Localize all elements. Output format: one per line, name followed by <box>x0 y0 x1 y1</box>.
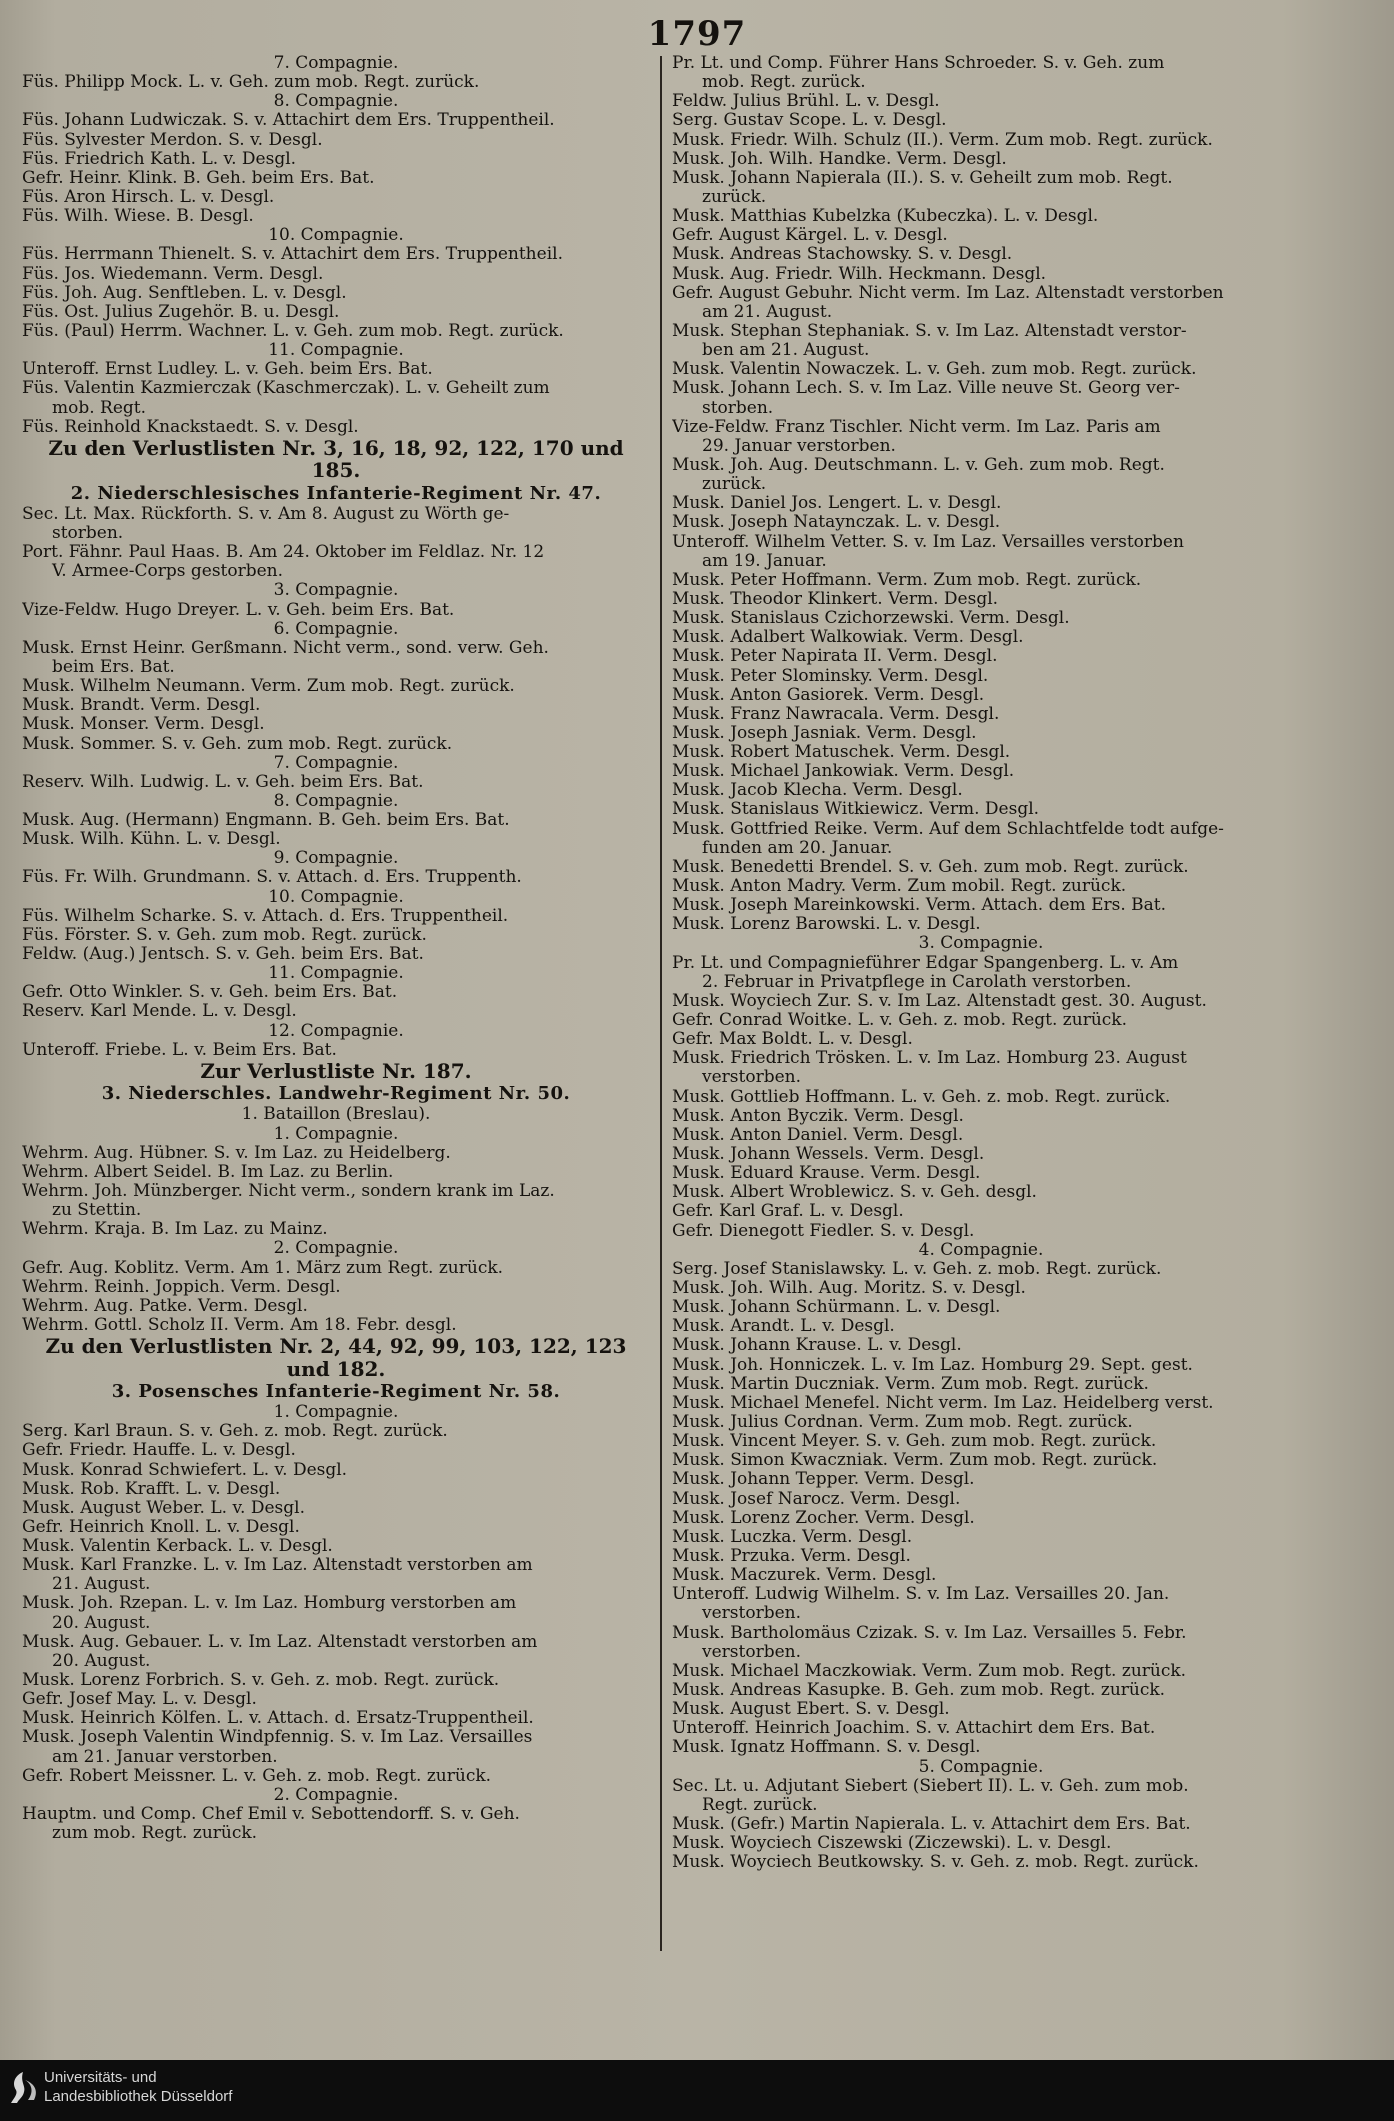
list-entry: Gefr. Conrad Woitke. L. v. Geh. z. mob. Regt. zurück. <box>672 1011 1128 1031</box>
company-heading: 8. Compagnie. <box>273 791 399 811</box>
list-entry: Füs. Aron Hirsch. L. v. Desgl. <box>22 187 275 207</box>
list-entry: Musk. Rob. Krafft. L. v. Desgl. <box>22 1479 281 1499</box>
list-entry: Musk. Peter Slominsky. Verm. Desgl. <box>672 666 989 686</box>
list-entry: Serg. Gustav Scope. L. v. Desgl. <box>672 111 947 131</box>
list-entry: Musk. Johann Lech. S. v. Im Laz. Ville neuve St. Georg ver- <box>672 379 1180 399</box>
list-entry: Gefr. August Kärgel. L. v. Desgl. <box>672 226 948 246</box>
list-entry: Unteroff. Heinrich Joachim. S. v. Attachirt dem Ers. Bat. <box>672 1719 1156 1739</box>
list-entry: Musk. Joh. Wilh. Aug. Moritz. S. v. Desgl. <box>672 1279 1026 1298</box>
list-entry-continuation: storben. <box>702 398 774 418</box>
list-entry: Unteroff. Wilhelm Vetter. S. v. Im Laz. Versailles verstorben <box>672 532 1184 552</box>
list-entry: Musk. Woyciech Ciszewski (Ziczewski). L. v. Desgl. <box>672 1834 1112 1854</box>
list-entry: Gefr. Max Boldt. L. v. Desgl. <box>672 1030 913 1050</box>
list-entry: Musk. Stephan Stephaniak. S. v. Im Laz. Altenstadt verstor- <box>672 321 1187 341</box>
list-entry: Musk. Simon Kwaczniak. Verm. Zum mob. Regt. zurück. <box>672 1451 1158 1471</box>
list-entry: Musk. Joh. Honniczek. L. v. Im Laz. Homburg 29. Sept. gest. <box>672 1355 1193 1375</box>
footer-line-1: Universitäts- und <box>44 2069 157 2086</box>
list-entry: Musk. Johann Schürmann. L. v. Desgl. <box>672 1298 1001 1318</box>
list-entry: Wehrm. Albert Seidel. B. Im Laz. zu Berlin. <box>22 1162 394 1182</box>
list-entry: Musk. Martin Duczniak. Verm. Zum mob. Regt. zurück. <box>672 1374 1149 1394</box>
list-entry: Musk. Monser. Verm. Desgl. <box>22 715 265 735</box>
list-entry: Musk. Woyciech Zur. S. v. Im Laz. Altenstadt gest. 30. August. <box>672 991 1207 1011</box>
section-heading: Zu den Verlustlisten Nr. 3, 16, 18, 92, 122, 170 und 185. <box>48 436 624 482</box>
list-entry: Musk. Anton Madry. Verm. Zum mobil. Regt. zurück. <box>672 877 1127 897</box>
footer-text <box>44 2068 232 2106</box>
list-entry: Musk. Arandt. L. v. Desgl. <box>672 1317 895 1337</box>
column-divider <box>660 56 662 1951</box>
list-entry: Musk. Friedrich Trösken. L. v. Im Laz. Homburg 23. August <box>672 1049 1187 1069</box>
list-entry: Unteroff. Friebe. L. v. Beim Ers. Bat. <box>22 1040 337 1060</box>
list-entry: Musk. Joseph Valentin Windpfennig. S. v. Im Laz. Versailles <box>22 1728 533 1748</box>
list-entry: Musk. Jacob Klecha. Verm. Desgl. <box>672 781 963 801</box>
library-footer <box>0 2060 1394 2121</box>
company-heading: 6. Compagnie. <box>273 619 399 639</box>
list-entry: Gefr. Aug. Koblitz. Verm. Am 1. März zum Regt. zurück. <box>22 1258 504 1278</box>
list-entry: Musk. Matthias Kubelzka (Kubeczka). L. v. Desgl. <box>672 207 1099 227</box>
list-entry: Hauptm. und Comp. Chef Emil v. Sebottendorff. S. v. Geh. <box>22 1805 520 1825</box>
list-entry: Gefr. Heinr. Klink. B. Geh. beim Ers. Bat. <box>22 168 375 188</box>
list-entry: Musk. Theodor Klinkert. Verm. Desgl. <box>672 589 999 609</box>
list-entry-continuation: am 19. Januar. <box>702 551 827 571</box>
list-entry: Musk. Aug. Friedr. Wilh. Heckmann. Desgl. <box>672 264 1047 284</box>
list-entry: Musk. Johann Napierala (II.). S. v. Geheilt zum mob. Regt. <box>672 168 1173 188</box>
list-entry: Musk. Michael Maczkowiak. Verm. Zum mob. Regt. zurück. <box>672 1661 1187 1681</box>
list-entry: Musk. Joseph Jasniak. Verm. Desgl. <box>672 723 977 743</box>
list-entry: Musk. Gottfried Reike. Verm. Auf dem Schlachtfelde todt aufge- <box>672 819 1224 839</box>
list-entry: Wehrm. Aug. Hübner. S. v. Im Laz. zu Heidelberg. <box>22 1143 451 1163</box>
list-entry: Musk. Johann Wessels. Verm. Desgl. <box>672 1145 985 1165</box>
list-entry: Füs. Valentin Kazmierczak (Kaschmerczak). L. v. Geheilt zum <box>22 379 550 399</box>
list-entry: Musk. Brandt. Verm. Desgl. <box>22 696 261 716</box>
list-entry-continuation: V. Armee-Corps gestorben. <box>52 562 284 582</box>
list-entry: Gefr. Otto Winkler. S. v. Geh. beim Ers. Bat. <box>22 983 398 1003</box>
list-entry: Füs. Wilhelm Scharke. S. v. Attach. d. Ers. Truppentheil. <box>22 906 509 926</box>
list-entry: Musk. Valentin Nowaczek. L. v. Geh. zum mob. Regt. zurück. <box>672 360 1197 380</box>
list-entry-continuation: funden am 20. Januar. <box>702 838 893 858</box>
list-entry: Musk. Julius Cordnan. Verm. Zum mob. Regt. zurück. <box>672 1412 1133 1432</box>
list-entry: Musk. Andreas Stachowsky. S. v. Desgl. <box>672 245 1013 265</box>
company-heading: 8. Compagnie. <box>273 92 399 112</box>
list-entry: Gefr. Josef May. L. v. Desgl. <box>22 1690 257 1710</box>
list-entry: Musk. Karl Franzke. L. v. Im Laz. Altenstadt verstorben am <box>22 1556 533 1576</box>
company-heading: 10. Compagnie. <box>268 226 404 246</box>
list-entry: Musk. Przuka. Verm. Desgl. <box>672 1546 911 1566</box>
list-entry: Musk. Josef Narocz. Verm. Desgl. <box>672 1489 961 1509</box>
list-entry: Musk. Maczurek. Verm. Desgl. <box>672 1566 937 1586</box>
company-heading: 5. Compagnie. <box>918 1757 1044 1777</box>
list-entry: Füs. Förster. S. v. Geh. zum mob. Regt. zurück. <box>22 925 427 945</box>
list-entry: Musk. Aug. (Hermann) Engmann. B. Geh. beim Ers. Bat. <box>22 811 510 831</box>
list-entry: Vize-Feldw. Franz Tischler. Nicht verm. Im Laz. Paris am <box>672 417 1161 437</box>
list-entry-continuation: am 21. Januar verstorben. <box>52 1747 278 1767</box>
right-column <box>672 54 1290 1872</box>
list-entry-continuation: mob. Regt. <box>52 398 147 418</box>
company-heading: 2. Compagnie. <box>273 1239 399 1259</box>
list-entry: Musk. Adalbert Walkowiak. Verm. Desgl. <box>672 628 1024 648</box>
list-entry: Musk. Valentin Kerback. L. v. Desgl. <box>22 1537 333 1557</box>
list-entry: Vize-Feldw. Hugo Dreyer. L. v. Geh. beim Ers. Bat. <box>22 600 455 620</box>
list-entry: Wehrm. Aug. Patke. Verm. Desgl. <box>22 1296 308 1316</box>
list-entry: Musk. Woyciech Beutkowsky. S. v. Geh. z. mob. Regt. zurück. <box>672 1853 1199 1873</box>
list-entry: Musk. Ernst Heinr. Gerßmann. Nicht verm., sond. verw. Geh. <box>22 638 549 658</box>
list-entry: Musk. Joh. Aug. Deutschmann. L. v. Geh. zum mob. Regt. <box>672 455 1165 475</box>
list-entry: Musk. Vincent Meyer. S. v. Geh. zum mob. Regt. zurück. <box>672 1432 1157 1452</box>
list-entry-continuation: ben am 21. August. <box>702 341 870 361</box>
list-entry: Musk. Andreas Kasupke. B. Geh. zum mob. Regt. zurück. <box>672 1680 1166 1700</box>
company-heading: 1. Bataillon (Breslau). <box>241 1105 431 1125</box>
page-number: 1797 <box>647 14 747 54</box>
list-entry-continuation: verstorben. <box>702 1604 802 1624</box>
list-entry: Musk. Benedetti Brendel. S. v. Geh. zum mob. Regt. zurück. <box>672 857 1189 877</box>
list-entry: Füs. Ost. Julius Zugehör. B. u. Desgl. <box>22 302 340 322</box>
list-entry-continuation: 21. August. <box>52 1575 151 1595</box>
list-entry: Füs. Herrmann Thienelt. S. v. Attachirt dem Ers. Truppentheil. <box>22 245 563 265</box>
list-entry: Gefr. August Gebuhr. Nicht verm. Im Laz. Altenstadt verstorben <box>672 283 1224 303</box>
list-entry: Wehrm. Kraja. B. Im Laz. zu Mainz. <box>22 1220 328 1240</box>
list-entry-continuation: zu Stettin. <box>52 1201 142 1221</box>
list-entry: Pr. Lt. und Compagnieführer Edgar Spangenberg. L. v. Am <box>672 953 1179 973</box>
list-entry: Musk. Eduard Krause. Verm. Desgl. <box>672 1164 981 1184</box>
regiment-heading: 2. Niederschlesisches Infanterie-Regiment Nr. 47. <box>70 482 602 504</box>
list-entry: Füs. Johann Ludwiczak. S. v. Attachirt dem Ers. Truppentheil. <box>22 111 555 131</box>
list-entry: Gefr. Dienegott Fiedler. S. v. Desgl. <box>672 1221 975 1241</box>
regiment-heading: 3. Niederschles. Landwehr-Regiment Nr. 50. <box>101 1083 571 1105</box>
list-entry: Füs. Jos. Wiedemann. Verm. Desgl. <box>22 264 324 284</box>
list-entry: Musk. Lorenz Barowski. L. v. Desgl. <box>672 915 981 935</box>
list-entry: Füs. Fr. Wilh. Grundmann. S. v. Attach. d. Ers. Truppenth. <box>22 868 522 888</box>
list-entry: Reserv. Wilh. Ludwig. L. v. Geh. beim Ers. Bat. <box>22 772 424 792</box>
list-entry: Musk. Robert Matuschek. Verm. Desgl. <box>672 743 1011 763</box>
list-entry: Füs. Friedrich Kath. L. v. Desgl. <box>22 149 297 169</box>
footer-line-2: Landesbibliothek Düsseldorf <box>44 2088 233 2105</box>
list-entry: Musk. Peter Hoffmann. Verm. Zum mob. Regt. zurück. <box>672 570 1142 590</box>
list-entry: Musk. Stanislaus Witkiewicz. Verm. Desgl. <box>672 800 1040 820</box>
list-entry-continuation: am 21. August. <box>702 302 833 322</box>
list-entry: Gefr. Friedr. Hauffe. L. v. Desgl. <box>22 1441 296 1461</box>
list-entry: Füs. Philipp Mock. L. v. Geh. zum mob. Regt. zurück. <box>22 73 480 93</box>
list-entry: Füs. Reinhold Knackstaedt. S. v. Desgl. <box>22 417 359 437</box>
list-entry: Musk. Stanislaus Czichorzewski. Verm. Desgl. <box>672 609 1070 629</box>
list-entry: Feldw. Julius Brühl. L. v. Desgl. <box>672 92 940 112</box>
list-entry: Wehrm. Joh. Münzberger. Nicht verm., sondern krank im Laz. <box>22 1181 555 1201</box>
company-heading: 9. Compagnie. <box>273 849 399 869</box>
section-heading: Zu den Verlustlisten Nr. 2, 44, 92, 99, 103, 122, 123 und 182. <box>45 1335 627 1381</box>
company-heading: 1. Compagnie. <box>273 1403 399 1423</box>
list-entry: Port. Fähnr. Paul Haas. B. Am 24. Oktober im Feldlaz. Nr. 12 <box>22 543 545 563</box>
company-heading: 7. Compagnie. <box>273 54 399 73</box>
company-heading: 7. Compagnie. <box>273 753 399 773</box>
list-entry-continuation: zurück. <box>702 187 767 207</box>
list-entry: Musk. August Ebert. S. v. Desgl. <box>672 1700 950 1720</box>
list-entry: Musk. Anton Byczik. Verm. Desgl. <box>672 1106 964 1126</box>
list-entry: Musk. Joseph Mareinkowski. Verm. Attach. dem Ers. Bat. <box>672 896 1167 916</box>
list-entry: Musk. (Gefr.) Martin Napierala. L. v. Attachirt dem Ers. Bat. <box>672 1814 1191 1834</box>
list-entry: Reserv. Karl Mende. L. v. Desgl. <box>22 1002 297 1022</box>
left-column <box>22 54 650 1843</box>
list-entry: Gefr. Robert Meissner. L. v. Geh. z. mob. Regt. zurück. <box>22 1766 492 1786</box>
company-heading: 10. Compagnie. <box>268 887 404 907</box>
list-entry: Musk. Michael Jankowiak. Verm. Desgl. <box>672 762 1015 782</box>
list-entry: Musk. Johann Krause. L. v. Desgl. <box>672 1336 962 1356</box>
list-entry-continuation: zum mob. Regt. zurück. <box>52 1824 258 1844</box>
list-entry-continuation: 20. August. <box>52 1613 151 1633</box>
company-heading: 12. Compagnie. <box>268 1021 404 1041</box>
list-entry: Wehrm. Reinh. Joppich. Verm. Desgl. <box>22 1277 341 1297</box>
company-heading: 4. Compagnie. <box>918 1240 1044 1260</box>
list-entry: Musk. Anton Gasiorek. Verm. Desgl. <box>672 685 985 705</box>
list-entry-continuation: beim Ers. Bat. <box>52 657 175 677</box>
company-heading: 1. Compagnie. <box>273 1124 399 1144</box>
list-entry-continuation: 2. Februar in Privatpflege in Carolath verstorben. <box>702 972 1132 992</box>
company-heading: 2. Compagnie. <box>273 1785 399 1805</box>
list-entry: Musk. Bartholomäus Czizak. S. v. Im Laz. Versailles 5. Febr. <box>672 1623 1187 1643</box>
list-entry: Musk. Joseph Nataynczak. L. v. Desgl. <box>672 513 1001 533</box>
list-entry: Musk. Albert Wroblewicz. S. v. Geh. desgl. <box>672 1183 1037 1203</box>
list-entry: Musk. Anton Daniel. Verm. Desgl. <box>672 1125 964 1145</box>
list-entry: Sec. Lt. Max. Rückforth. S. v. Am 8. August zu Wörth ge- <box>22 504 510 524</box>
list-entry-continuation: verstorben. <box>702 1068 802 1088</box>
list-entry-continuation: zurück. <box>702 475 767 495</box>
list-entry: Musk. Aug. Gebauer. L. v. Im Laz. Altenstadt verstorben am <box>22 1632 538 1652</box>
list-entry: Wehrm. Gottl. Scholz II. Verm. Am 18. Febr. desgl. <box>22 1315 457 1335</box>
list-entry: Füs. (Paul) Herrm. Wachner. L. v. Geh. zum mob. Regt. zurück. <box>22 321 564 341</box>
section-heading: Zur Verlustliste Nr. 187. <box>200 1059 472 1083</box>
company-heading: 3. Compagnie. <box>918 934 1044 954</box>
list-entry: Musk. Wilh. Kühn. L. v. Desgl. <box>22 830 281 850</box>
list-entry: Musk. Wilhelm Neumann. Verm. Zum mob. Regt. zurück. <box>22 677 515 697</box>
library-logo-icon <box>8 2070 38 2106</box>
regiment-heading: 3. Posensches Infanterie-Regiment Nr. 58. <box>111 1381 561 1403</box>
list-entry: Musk. Lorenz Zocher. Verm. Desgl. <box>672 1508 975 1528</box>
list-entry: Musk. Gottlieb Hoffmann. L. v. Geh. z. mob. Regt. zurück. <box>672 1087 1171 1107</box>
list-entry-continuation: 29. Januar verstorben. <box>702 436 896 456</box>
list-entry: Gefr. Karl Graf. L. v. Desgl. <box>672 1202 904 1222</box>
list-entry: Serg. Karl Braun. S. v. Geh. z. mob. Regt. zurück. <box>22 1422 448 1442</box>
list-entry: Musk. Daniel Jos. Lengert. L. v. Desgl. <box>672 494 1002 514</box>
company-heading: 11. Compagnie. <box>268 964 404 984</box>
list-entry: Musk. Johann Tepper. Verm. Desgl. <box>672 1470 975 1490</box>
list-entry-continuation: verstorben. <box>702 1642 802 1662</box>
list-entry: Serg. Josef Stanislawsky. L. v. Geh. z. mob. Regt. zurück. <box>672 1259 1162 1279</box>
list-entry: Musk. Joh. Rzepan. L. v. Im Laz. Homburg verstorben am <box>22 1594 517 1614</box>
company-heading: 11. Compagnie. <box>268 341 404 361</box>
list-entry: Sec. Lt. u. Adjutant Siebert (Siebert II). L. v. Geh. zum mob. <box>672 1776 1189 1796</box>
list-entry-continuation: storben. <box>52 523 124 543</box>
list-entry: Musk. Heinrich Kölfen. L. v. Attach. d. Ersatz-Truppentheil. <box>22 1709 534 1729</box>
list-entry: Unteroff. Ludwig Wilhelm. S. v. Im Laz. Versailles 20. Jan. <box>672 1585 1170 1605</box>
list-entry: Musk. Peter Napirata II. Verm. Desgl. <box>672 647 998 667</box>
list-entry: Musk. Luczka. Verm. Desgl. <box>672 1527 913 1547</box>
list-entry-continuation: 20. August. <box>52 1651 151 1671</box>
list-entry: Musk. Franz Nawracala. Verm. Desgl. <box>672 704 1000 724</box>
list-entry: Musk. August Weber. L. v. Desgl. <box>22 1498 305 1518</box>
company-heading: 3. Compagnie. <box>273 581 399 601</box>
list-entry: Musk. Friedr. Wilh. Schulz (II.). Verm. Zum mob. Regt. zurück. <box>672 130 1213 150</box>
list-entry: Musk. Sommer. S. v. Geh. zum mob. Regt. zurück. <box>22 734 453 754</box>
list-entry: Musk. Lorenz Forbrich. S. v. Geh. z. mob. Regt. zurück. <box>22 1671 500 1691</box>
list-entry-continuation: Regt. zurück. <box>702 1795 818 1815</box>
list-entry: Musk. Joh. Wilh. Handke. Verm. Desgl. <box>672 149 1007 169</box>
list-entry: Gefr. Heinrich Knoll. L. v. Desgl. <box>22 1517 300 1537</box>
list-entry: Füs. Sylvester Merdon. S. v. Desgl. <box>22 130 323 150</box>
list-entry: Musk. Michael Menefel. Nicht verm. Im Laz. Heidelberg verst. <box>672 1393 1214 1413</box>
list-entry: Unteroff. Ernst Ludley. L. v. Geh. beim Ers. Bat. <box>22 360 433 380</box>
list-entry: Musk. Ignatz Hoffmann. S. v. Desgl. <box>672 1738 981 1758</box>
list-entry: Feldw. (Aug.) Jentsch. S. v. Geh. beim Ers. Bat. <box>22 945 424 965</box>
list-entry: Füs. Joh. Aug. Senftleben. L. v. Desgl. <box>22 283 347 303</box>
list-entry: Musk. Konrad Schwiefert. L. v. Desgl. <box>22 1460 348 1480</box>
list-entry: Füs. Wilh. Wiese. B. Desgl. <box>22 207 254 227</box>
list-entry: Pr. Lt. und Comp. Führer Hans Schroeder. S. v. Geh. zum <box>672 54 1165 73</box>
list-entry-continuation: mob. Regt. zurück. <box>702 73 866 93</box>
